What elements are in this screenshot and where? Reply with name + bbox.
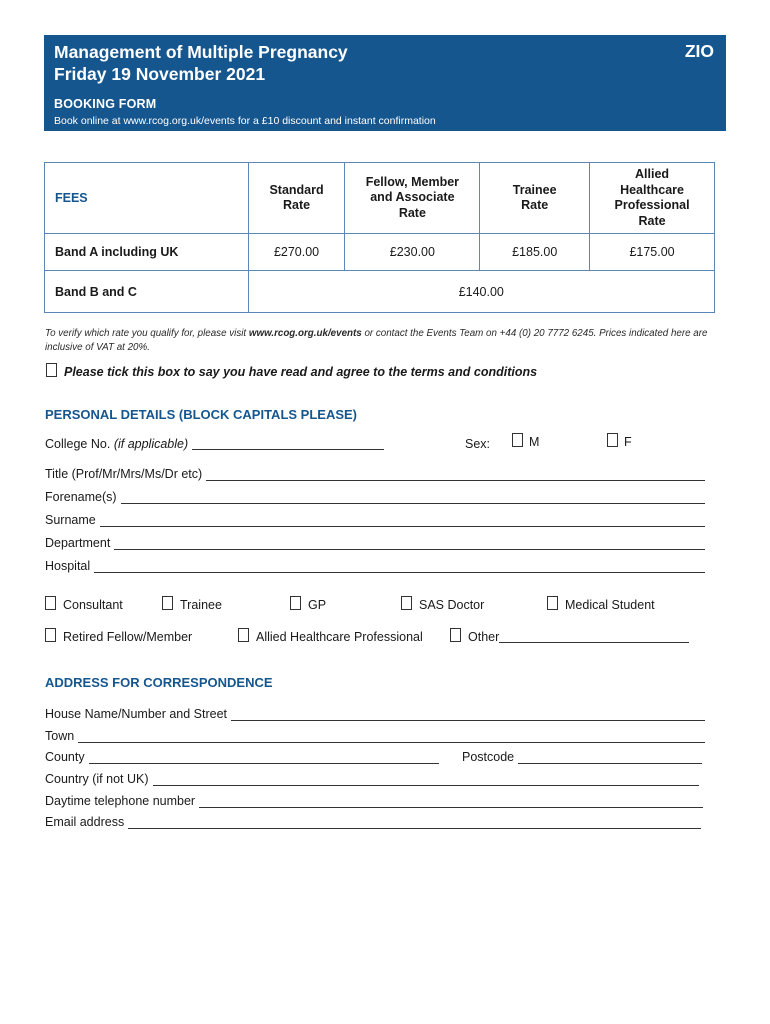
hospital-field — [45, 555, 705, 573]
col-text: Healthcare — [620, 182, 685, 197]
role-retired-fellow — [45, 628, 192, 644]
fees-header-row — [45, 163, 715, 234]
country-field — [45, 768, 699, 786]
forenames-input[interactable] — [121, 491, 705, 504]
col-text: Rate — [521, 198, 549, 212]
event-date: Friday 19 November 2021 — [54, 64, 266, 84]
col-text: Rate — [638, 213, 666, 228]
hospital-input[interactable] — [94, 560, 705, 573]
col-text: Professional — [614, 198, 690, 212]
sex-male-label: M — [529, 435, 540, 449]
event-title-line1: Management of Multiple Pregnancy — [54, 42, 348, 62]
role-gp — [290, 596, 326, 612]
telephone-field — [45, 790, 703, 808]
if-applicable-note: (if applicable) — [113, 437, 189, 451]
role-retired-fellow-checkbox[interactable] — [45, 628, 56, 642]
fees-title: FEES — [45, 163, 249, 234]
role-allied-healthcare-label: Allied Healthcare Professional — [256, 630, 423, 644]
email-input[interactable] — [128, 816, 701, 829]
verify-suffix: or contact the Events Team on +44 (0) 20 7772 6245. Prices indicated here are inclusive of VAT at 20%. — [45, 328, 708, 353]
event-code: ZIO — [684, 41, 714, 61]
terms-checkbox[interactable] — [46, 363, 57, 377]
event-title — [54, 41, 348, 85]
county-label: County — [45, 750, 85, 764]
col-text: Trainee — [512, 182, 557, 197]
forenames-field — [45, 486, 705, 504]
department-label: Department — [45, 536, 111, 550]
telephone-input[interactable] — [199, 795, 703, 808]
town-label: Town — [45, 729, 75, 743]
sex-male-option — [512, 433, 539, 449]
sex-female-option — [607, 433, 632, 449]
role-sas-doctor-checkbox[interactable] — [401, 596, 412, 610]
verify-link[interactable]: www.rcog.org.uk/events — [248, 328, 362, 339]
rate-verify-note — [45, 327, 715, 355]
role-medical-student-checkbox[interactable] — [547, 596, 558, 610]
role-sas-doctor — [401, 596, 484, 612]
booking-form-heading: BOOKING FORM — [54, 97, 157, 111]
college-no-label: College No. — [45, 437, 111, 451]
county-input[interactable] — [89, 751, 439, 764]
terms-label: Please tick this box to say you have read and agree to the terms and conditions — [64, 365, 538, 379]
col-text: Allied — [635, 167, 670, 181]
event-header — [44, 35, 726, 131]
band-a-trainee: £185.00 — [480, 234, 590, 271]
title-field — [45, 463, 705, 481]
role-consultant-checkbox[interactable] — [45, 596, 56, 610]
role-medical-student — [547, 596, 655, 612]
college-no-field — [45, 437, 384, 451]
department-field — [45, 532, 705, 550]
col-text: and Associate — [370, 190, 455, 205]
role-medical-student-label: Medical Student — [565, 598, 655, 612]
role-sas-doctor-label: SAS Doctor — [419, 598, 485, 612]
role-trainee-label: Trainee — [180, 598, 222, 612]
surname-field — [45, 509, 705, 527]
band-a-label: Band A including UK — [45, 234, 249, 271]
address-heading: ADDRESS FOR CORRESPONDENCE — [45, 675, 273, 690]
county-field — [45, 746, 439, 764]
street-field — [45, 703, 705, 721]
col-fellow-rate — [345, 163, 480, 234]
online-booking-note: Book online at www.rcog.org.uk/events for a £10 discount and instant confirmation — [54, 115, 436, 127]
role-retired-fellow-label: Retired Fellow/Member — [63, 630, 193, 644]
verify-prefix: To verify which rate you qualify for, please visit — [45, 328, 249, 339]
role-allied-healthcare-checkbox[interactable] — [238, 628, 249, 642]
email-field — [45, 811, 701, 829]
band-bc-value: £140.00 — [248, 271, 714, 313]
sex-female-label: F — [624, 435, 632, 449]
band-a-standard: £270.00 — [248, 234, 345, 271]
surname-label: Surname — [45, 513, 96, 527]
hospital-label: Hospital — [45, 559, 91, 573]
role-other-label: Other — [468, 630, 500, 644]
sex-label: Sex: — [465, 437, 491, 451]
forenames-label: Forename(s) — [45, 490, 117, 504]
col-text: Fellow, Member — [365, 174, 460, 189]
terms-agreement — [46, 363, 537, 379]
role-other-input[interactable] — [499, 631, 689, 643]
fees-row-band-a — [45, 234, 715, 271]
role-other — [450, 628, 689, 644]
title-label: Title (Prof/Mr/Mrs/Ms/Dr etc) — [45, 467, 203, 481]
sex-female-checkbox[interactable] — [607, 433, 618, 447]
country-label: Country (if not UK) — [45, 772, 149, 786]
surname-input[interactable] — [100, 514, 705, 527]
sex-male-checkbox[interactable] — [512, 433, 523, 447]
country-input[interactable] — [153, 773, 699, 786]
role-allied-healthcare — [238, 628, 423, 644]
role-gp-checkbox[interactable] — [290, 596, 301, 610]
col-allied-rate — [590, 163, 715, 234]
role-consultant-label: Consultant — [63, 598, 123, 612]
band-bc-label: Band B and C — [45, 271, 249, 313]
role-trainee — [162, 596, 222, 612]
title-input[interactable] — [206, 468, 705, 481]
fees-table — [44, 162, 715, 313]
role-trainee-checkbox[interactable] — [162, 596, 173, 610]
col-text: Rate — [398, 205, 426, 220]
col-trainee-rate — [480, 163, 590, 234]
department-input[interactable] — [114, 537, 705, 550]
street-input[interactable] — [231, 708, 705, 721]
fees-row-band-bc — [45, 271, 715, 313]
telephone-label: Daytime telephone number — [45, 794, 196, 808]
street-label: House Name/Number and Street — [45, 707, 228, 721]
personal-details-heading: PERSONAL DETAILS (BLOCK CAPITALS PLEASE) — [45, 407, 358, 422]
email-label: Email address — [45, 815, 125, 829]
col-text: Standard — [269, 182, 324, 197]
postcode-input[interactable] — [518, 751, 702, 764]
band-a-allied: £175.00 — [590, 234, 715, 271]
col-standard-rate — [248, 163, 345, 234]
col-text: Rate — [282, 198, 311, 212]
town-input[interactable] — [78, 730, 705, 743]
role-gp-label: GP — [308, 598, 327, 612]
postcode-label: Postcode — [462, 750, 515, 764]
college-no-input[interactable] — [192, 438, 384, 450]
town-field — [45, 725, 705, 743]
band-a-fellow: £230.00 — [345, 234, 480, 271]
role-other-checkbox[interactable] — [450, 628, 461, 642]
postcode-field — [462, 746, 702, 764]
role-consultant — [45, 596, 123, 612]
